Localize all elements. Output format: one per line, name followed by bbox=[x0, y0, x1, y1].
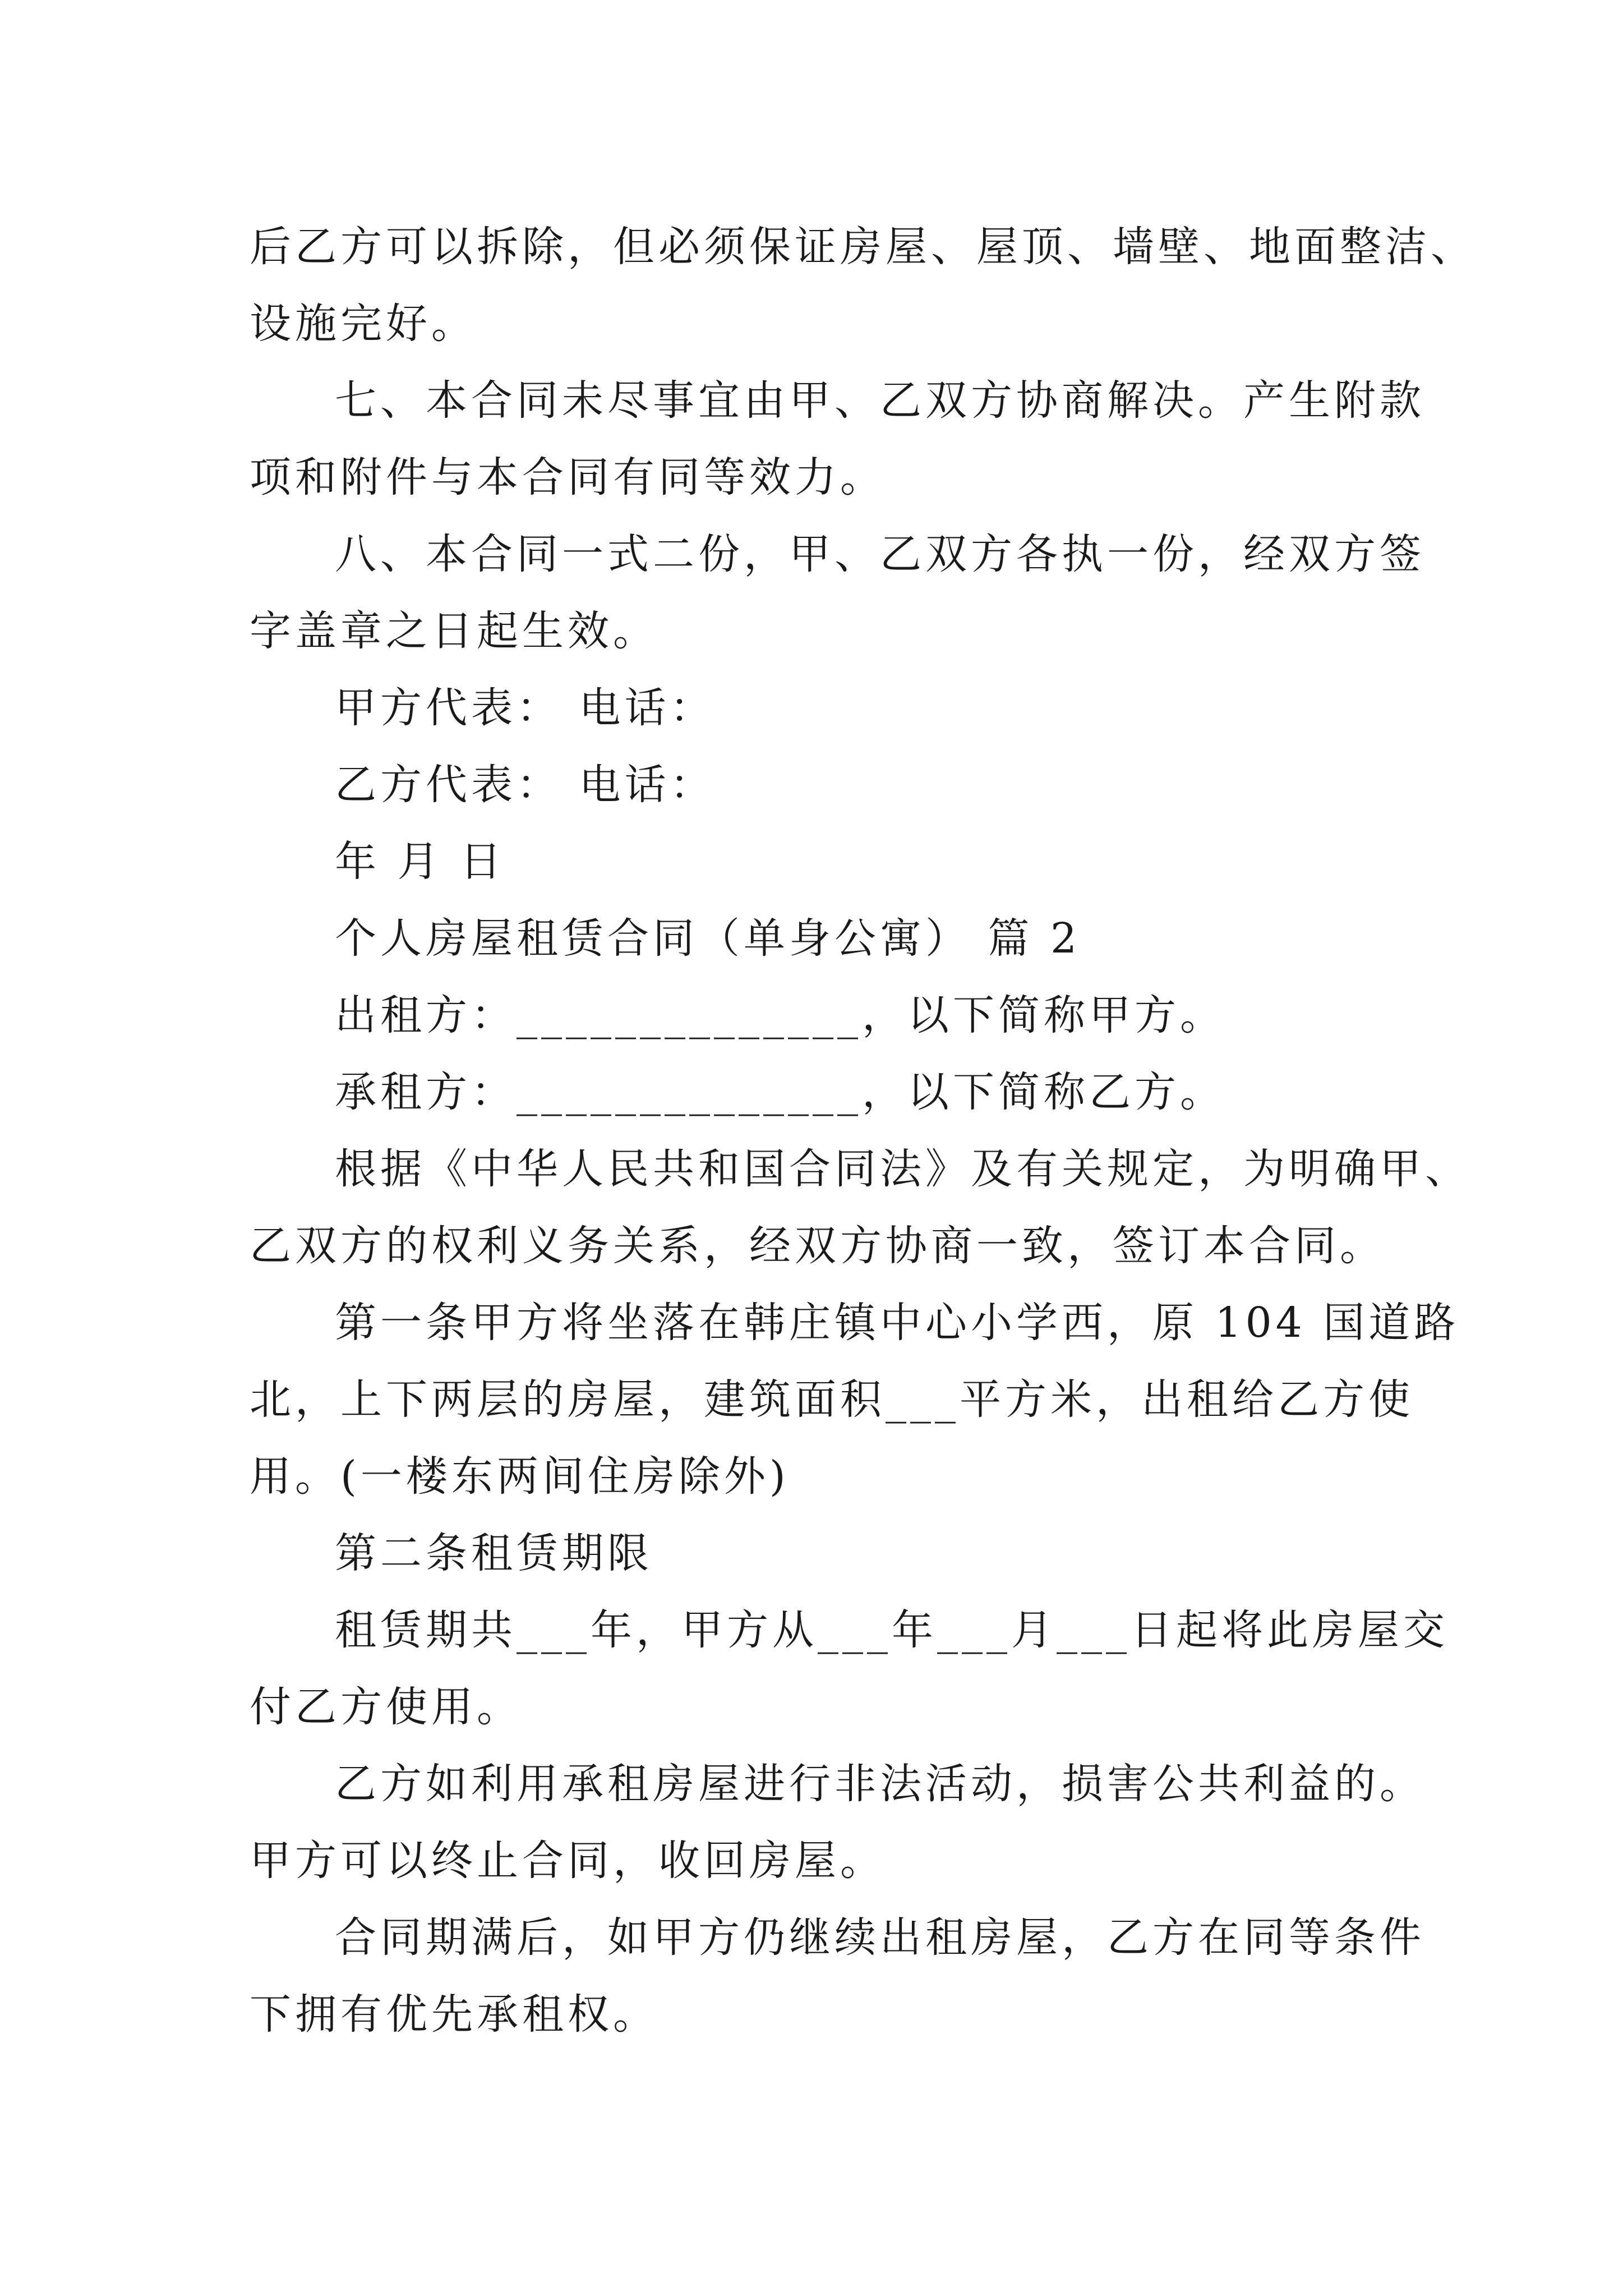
article-two-heading: 第二条租赁期限 bbox=[335, 1529, 653, 1577]
text-line: 付乙方使用。 bbox=[250, 1683, 522, 1731]
text-line: 下拥有优先承租权。 bbox=[250, 1990, 658, 2039]
document-body bbox=[250, 209, 1476, 2053]
party-a-representative-line: 甲方代表： 电话： bbox=[335, 684, 716, 732]
text-line: 字盖章之日起生效。 bbox=[250, 607, 658, 655]
clause-seven-line: 七、本合同未尽事宜由甲、乙双方协商解决。产生附款 bbox=[335, 376, 1425, 425]
contract-section-title: 个人房屋租赁合同（单身公寓） 篇 2 bbox=[335, 914, 1081, 963]
illegal-use-line: 乙方如利用承租房屋进行非法活动，损害公共利益的。 bbox=[335, 1760, 1425, 1808]
text-line: 乙双方的权利义务关系，经双方协商一致，签订本合同。 bbox=[250, 1222, 1385, 1270]
article-one-line: 第一条甲方将坐落在韩庄镇中心小学西，原 104 国道路 bbox=[335, 1299, 1460, 1347]
text-line: 项和附件与本合同有同等效力。 bbox=[250, 453, 886, 501]
text-line: 甲方可以终止合同，收回房屋。 bbox=[250, 1837, 886, 1885]
party-b-representative-line: 乙方代表： 电话： bbox=[335, 761, 716, 809]
preamble-line: 根据《中华人民共和国合同法》及有关规定，为明确甲、 bbox=[335, 1145, 1470, 1193]
text-line: 用。(一楼东两间住房除外) bbox=[250, 1452, 790, 1501]
renewal-line: 合同期满后，如甲方仍继续出租房屋，乙方在同等条件 bbox=[335, 1913, 1425, 1962]
text-line: 北，上下两层的房屋，建筑面积___平方米，出租给乙方使 bbox=[250, 1375, 1414, 1424]
text-line: 设施完好。 bbox=[250, 300, 477, 348]
clause-eight-line: 八、本合同一式二份，甲、乙双方各执一份，经双方签 bbox=[335, 530, 1425, 578]
text-line: 后乙方可以拆除，但必须保证房屋、屋顶、墙壁、地面整洁、 bbox=[250, 223, 1476, 271]
lessee-line: 承租方：______________，以下简称乙方。 bbox=[335, 1068, 1225, 1116]
date-line: 年 月 日 bbox=[335, 838, 506, 886]
lease-term-line: 租赁期共___年，甲方从___年___月___日起将此房屋交 bbox=[335, 1606, 1449, 1654]
lessor-line: 出租方：______________，以下简称甲方。 bbox=[335, 991, 1225, 1039]
